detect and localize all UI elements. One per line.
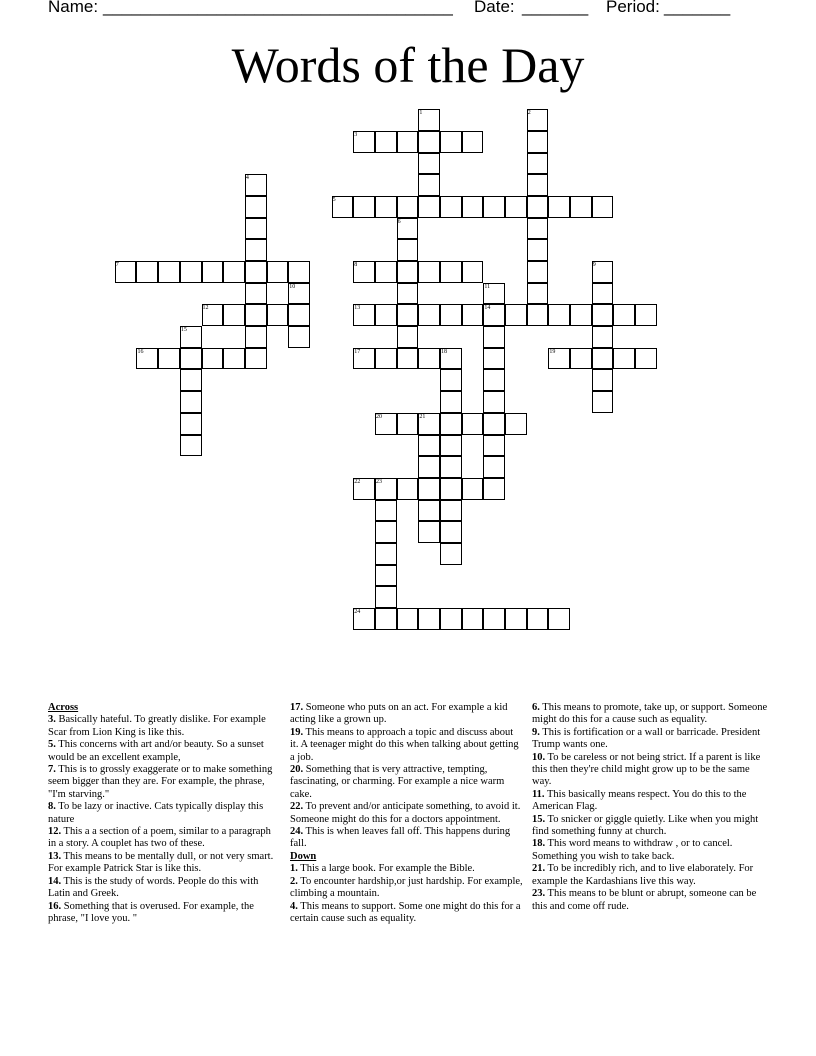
grid-cell[interactable]: [397, 196, 419, 218]
grid-cell[interactable]: [418, 174, 440, 196]
grid-cell[interactable]: [440, 131, 462, 153]
grid-cell[interactable]: [245, 261, 267, 283]
grid-cell[interactable]: [527, 261, 549, 283]
grid-cell[interactable]: [267, 304, 289, 326]
clue: [48, 851, 274, 876]
clue-text: Something that is very attractive, tempting, fascinating, or charming. For example a nice warm cake.: [290, 764, 505, 800]
grid-cell[interactable]: [267, 261, 289, 283]
puzzle-title: Words of the Day: [231, 37, 585, 93]
grid-cell[interactable]: [418, 261, 440, 283]
grid-cell[interactable]: [375, 608, 397, 630]
grid-cell[interactable]: [483, 348, 505, 370]
clue: [290, 801, 524, 826]
clue-number: 19.: [290, 726, 304, 738]
grid-cell[interactable]: [418, 304, 440, 326]
grid-cell[interactable]: [180, 348, 202, 370]
clue-number: 21.: [532, 863, 546, 875]
grid-cell[interactable]: [223, 348, 245, 370]
grid-cell[interactable]: [483, 608, 505, 630]
grid-cell[interactable]: [483, 435, 505, 457]
grid-cell[interactable]: [527, 283, 549, 305]
clue-text: This means to be mentally dull, or not very smart. For example Patrick Star is like this.: [48, 850, 274, 875]
grid-cell[interactable]: [548, 304, 570, 326]
cell-number: 1: [419, 110, 423, 117]
grid-cell[interactable]: [418, 500, 440, 522]
grid-cell[interactable]: [440, 456, 462, 478]
grid-cell[interactable]: [418, 478, 440, 500]
period-line[interactable]: _______: [664, 0, 731, 16]
grid-cell[interactable]: [570, 348, 592, 370]
grid-cell[interactable]: [483, 369, 505, 391]
grid-cell[interactable]: [397, 348, 419, 370]
clue: [290, 727, 524, 764]
cell-number: 20: [375, 413, 382, 420]
cell-number: 22: [354, 478, 361, 485]
clue-number: 18.: [532, 838, 546, 850]
clue: [532, 863, 768, 888]
grid-cell[interactable]: [375, 261, 397, 283]
grid-cell[interactable]: [483, 196, 505, 218]
grid-cell[interactable]: [635, 304, 657, 326]
grid-cell[interactable]: [440, 369, 462, 391]
grid-cell[interactable]: [418, 153, 440, 175]
grid-cell[interactable]: [483, 478, 505, 500]
clue-number: 13.: [48, 850, 62, 862]
cell-number: 16: [137, 348, 144, 355]
grid-cell[interactable]: [397, 326, 419, 348]
clue-text: Something that is overused. For example, the phrase, "I love you. ": [48, 900, 254, 924]
grid-cell[interactable]: [397, 283, 419, 305]
grid-cell[interactable]: [592, 326, 614, 348]
clue-text: This means to support. Some one might do this for a certain cause such as equality.: [290, 900, 521, 924]
clue-number: 2.: [290, 875, 298, 887]
cell-number: 7: [115, 262, 119, 269]
grid-cell[interactable]: [180, 261, 202, 283]
clue: [48, 714, 274, 739]
grid-cell[interactable]: [592, 369, 614, 391]
clue-text: This a large book. For example the Bible.: [297, 863, 475, 875]
grid-cell[interactable]: [548, 196, 570, 218]
clue: [290, 702, 524, 727]
grid-cell[interactable]: [592, 196, 614, 218]
grid-cell[interactable]: [462, 608, 484, 630]
grid-cell[interactable]: [418, 608, 440, 630]
clue-text: To snicker or giggle quietly. Like when you might find something funny at church.: [532, 813, 759, 838]
clue-text: This is when leaves fall off. This happens during fall.: [290, 826, 511, 850]
clue-text: Someone who puts on an act. For example a kid acting like a grown up.: [290, 702, 508, 726]
clue-section-heading: Across: [48, 702, 79, 713]
grid-cell[interactable]: [397, 413, 419, 435]
grid-cell[interactable]: [483, 391, 505, 413]
clue-number: 14.: [48, 875, 62, 887]
clue-number: 9.: [532, 726, 540, 738]
grid-cell[interactable]: [440, 543, 462, 565]
grid-cell[interactable]: [375, 521, 397, 543]
clue-text: This means to approach a topic and discuss about it. A teenager might do this when talking about getting a job.: [290, 726, 519, 763]
clue-number: 4.: [290, 900, 298, 912]
grid-cell[interactable]: [527, 174, 549, 196]
grid-cell[interactable]: [527, 131, 549, 153]
clue: [532, 888, 768, 913]
clue-text: This a a section of a poem, similar to a paragraph in a story. A couplet has two of these.: [48, 826, 271, 850]
clue-number: 1.: [290, 863, 298, 875]
clue-section-heading: Down: [290, 850, 317, 862]
clue-text: This word means to withdraw , or to cancel. Something you wish to take back.: [532, 838, 733, 862]
clue: [290, 876, 524, 901]
grid-cell[interactable]: [245, 304, 267, 326]
cell-number: 10: [289, 283, 296, 290]
grid-cell[interactable]: [375, 131, 397, 153]
grid-cell[interactable]: [397, 608, 419, 630]
clue: [290, 826, 524, 851]
grid-cell[interactable]: [483, 326, 505, 348]
cell-number: 17: [354, 348, 361, 355]
clue-number: 11.: [532, 788, 545, 800]
grid-cell[interactable]: [245, 218, 267, 240]
cell-number: 6: [397, 218, 401, 225]
clue-text: Basically hateful. To greatly dislike. For example Scar from Lion King is like this.: [48, 714, 266, 738]
cell-number: 5: [332, 197, 336, 204]
cell-number: 9: [592, 262, 596, 269]
cell-number: 11: [484, 283, 491, 290]
grid-cell[interactable]: [462, 413, 484, 435]
cell-number: 15: [180, 327, 187, 334]
clue-number: 10.: [532, 751, 546, 763]
clue-column-1: [48, 702, 274, 925]
grid-cell[interactable]: [180, 391, 202, 413]
clue: [290, 863, 524, 875]
grid-cell[interactable]: [440, 304, 462, 326]
grid-cell[interactable]: [375, 543, 397, 565]
grid-cell[interactable]: [462, 131, 484, 153]
grid-cell[interactable]: [505, 413, 527, 435]
clue: [290, 764, 524, 801]
grid-cell[interactable]: [592, 304, 614, 326]
cell-number: 19: [549, 348, 556, 355]
clue-number: 6.: [532, 702, 540, 713]
clue-column-2: [290, 702, 524, 925]
grid-cell[interactable]: [375, 500, 397, 522]
clue-text: To be careless or not being strict. If a parent is like this then they're child might grow up to be the same way.: [532, 751, 761, 788]
grid-cell[interactable]: [375, 304, 397, 326]
cell-number: 13: [354, 305, 361, 312]
cell-number: 8: [354, 262, 358, 269]
grid-cell[interactable]: [440, 500, 462, 522]
grid-cell[interactable]: [462, 196, 484, 218]
cell-number: 24: [354, 608, 361, 615]
clue-number: 24.: [290, 826, 304, 838]
clue-number: 3.: [48, 714, 56, 726]
grid-cell[interactable]: [440, 521, 462, 543]
grid-cell[interactable]: [440, 391, 462, 413]
grid-cell[interactable]: [570, 304, 592, 326]
grid-cell[interactable]: [397, 478, 419, 500]
grid-cell[interactable]: [180, 369, 202, 391]
grid-cell[interactable]: [397, 239, 419, 261]
clue: [48, 739, 274, 764]
clue-number: 8.: [48, 801, 56, 813]
cell-number: 2: [527, 110, 531, 117]
clue-number: 5.: [48, 739, 56, 751]
grid-cell[interactable]: [613, 348, 635, 370]
clue-number: 23.: [532, 888, 546, 900]
grid-cell[interactable]: [462, 478, 484, 500]
grid-cell[interactable]: [440, 608, 462, 630]
grid-cell[interactable]: [505, 608, 527, 630]
clue-text: To be lazy or inactive. Cats typically display this nature: [48, 801, 264, 825]
cell-number: 23: [375, 478, 382, 485]
grid-cell[interactable]: [570, 196, 592, 218]
grid-cell[interactable]: [505, 196, 527, 218]
grid-cell[interactable]: [527, 196, 549, 218]
grid-cell[interactable]: [527, 608, 549, 630]
grid-cell[interactable]: [202, 348, 224, 370]
grid-cell[interactable]: [527, 304, 549, 326]
grid-cell[interactable]: [462, 261, 484, 283]
grid-cell[interactable]: [613, 304, 635, 326]
grid-cell[interactable]: [223, 304, 245, 326]
clue-text: This is to grossly exaggerate or to make something seem bigger than they are. For example, the phrase, "I'm starving.": [48, 764, 273, 800]
clue-text: This is the study of words. People do this with Latin and Greek.: [48, 875, 259, 900]
clue-number: 15.: [532, 813, 546, 825]
grid-cell[interactable]: [288, 326, 310, 348]
cell-number: 4: [245, 175, 249, 182]
grid-cell[interactable]: [462, 304, 484, 326]
clue-text: To prevent and/or anticipate something, to avoid it. Someone might do this for a doctors appointment.: [290, 801, 521, 825]
clue-text: This basically means respect. You do this to the American Flag.: [532, 788, 747, 813]
clue: [532, 789, 768, 814]
cell-number: 3: [354, 131, 358, 138]
name-label: Name:: [48, 0, 99, 16]
grid-cell[interactable]: [288, 304, 310, 326]
period-label: Period:: [606, 0, 660, 16]
clue: [48, 801, 274, 826]
grid-cell[interactable]: [635, 348, 657, 370]
grid-cell[interactable]: [440, 478, 462, 500]
grid-cell[interactable]: [418, 521, 440, 543]
clue: [532, 727, 768, 752]
grid-cell[interactable]: [158, 348, 180, 370]
cell-number: 12: [202, 305, 209, 312]
grid-cell[interactable]: [418, 196, 440, 218]
grid-cell[interactable]: [180, 413, 202, 435]
grid-cell[interactable]: [223, 261, 245, 283]
grid-cell[interactable]: [375, 565, 397, 587]
clue: [48, 876, 274, 901]
grid-cell[interactable]: [245, 283, 267, 305]
grid-cell[interactable]: [136, 261, 158, 283]
date-label: Date:: [474, 0, 515, 16]
grid-cell[interactable]: [418, 131, 440, 153]
grid-cell[interactable]: [440, 413, 462, 435]
grid-cell[interactable]: [505, 304, 527, 326]
grid-cell[interactable]: [397, 261, 419, 283]
grid-cell[interactable]: [397, 131, 419, 153]
clue: [48, 764, 274, 801]
grid-cell[interactable]: [245, 196, 267, 218]
clue: [532, 752, 768, 789]
grid-cell[interactable]: [418, 435, 440, 457]
grid-cell[interactable]: [158, 261, 180, 283]
grid-cell[interactable]: [245, 348, 267, 370]
clue: [48, 901, 274, 926]
grid-cell[interactable]: [180, 435, 202, 457]
grid-cell[interactable]: [592, 348, 614, 370]
clue-text: To be incredibly rich, and to live elaborately. For example the Kardashians live this way.: [532, 863, 754, 887]
clue: [532, 838, 768, 863]
grid-cell[interactable]: [592, 391, 614, 413]
grid-cell[interactable]: [375, 586, 397, 608]
cell-number: 18: [441, 348, 447, 355]
clue-text: To encounter hardship,or just hardship. For example, climbing a mountain.: [290, 875, 523, 900]
clue-text: This means to be blunt or abrupt, someone can be this and come off rude.: [532, 888, 757, 912]
grid-cell[interactable]: [397, 304, 419, 326]
cell-number: 21: [419, 413, 426, 420]
grid-cell[interactable]: [527, 218, 549, 240]
clue-number: 16.: [48, 900, 62, 912]
grid-cell[interactable]: [527, 153, 549, 175]
grid-cell[interactable]: [483, 413, 505, 435]
grid-cell[interactable]: [548, 608, 570, 630]
grid-cell[interactable]: [375, 196, 397, 218]
grid-cell[interactable]: [592, 283, 614, 305]
grid-cell[interactable]: [202, 261, 224, 283]
clue-text: This means to promote, take up, or support. Someone might do this for a cause such as equality.: [532, 702, 768, 726]
name-line[interactable]: _____________________________________: [103, 0, 453, 16]
clue: [532, 814, 768, 839]
grid-cell[interactable]: [245, 326, 267, 348]
clue-number: 22.: [290, 801, 304, 813]
clue-text: This concerns with art and/or beauty. So a sunset would be an excellent example,: [48, 739, 264, 763]
grid-cell[interactable]: [245, 239, 267, 261]
grid-cell[interactable]: [353, 196, 375, 218]
grid-cell[interactable]: [440, 196, 462, 218]
clue: [48, 826, 274, 851]
grid-cell[interactable]: [375, 348, 397, 370]
clue-number: 7.: [48, 764, 56, 776]
grid-cell[interactable]: [418, 348, 440, 370]
clue-number: 20.: [290, 764, 304, 776]
cell-number: 14: [484, 305, 491, 312]
date-line[interactable]: _______: [522, 0, 589, 16]
clue-column-3: [532, 702, 768, 913]
grid-cell[interactable]: [418, 456, 440, 478]
clue: [290, 901, 524, 926]
grid-cell[interactable]: [440, 435, 462, 457]
clue-number: 17.: [290, 702, 304, 713]
grid-cell[interactable]: [527, 239, 549, 261]
clue-number: 12.: [48, 826, 62, 838]
grid-cell[interactable]: [288, 261, 310, 283]
clue-text: This is fortification or a wall or barricade. President Trump wants one.: [532, 726, 761, 751]
clue: [532, 702, 768, 727]
grid-cell[interactable]: [440, 261, 462, 283]
grid-cell[interactable]: [483, 456, 505, 478]
